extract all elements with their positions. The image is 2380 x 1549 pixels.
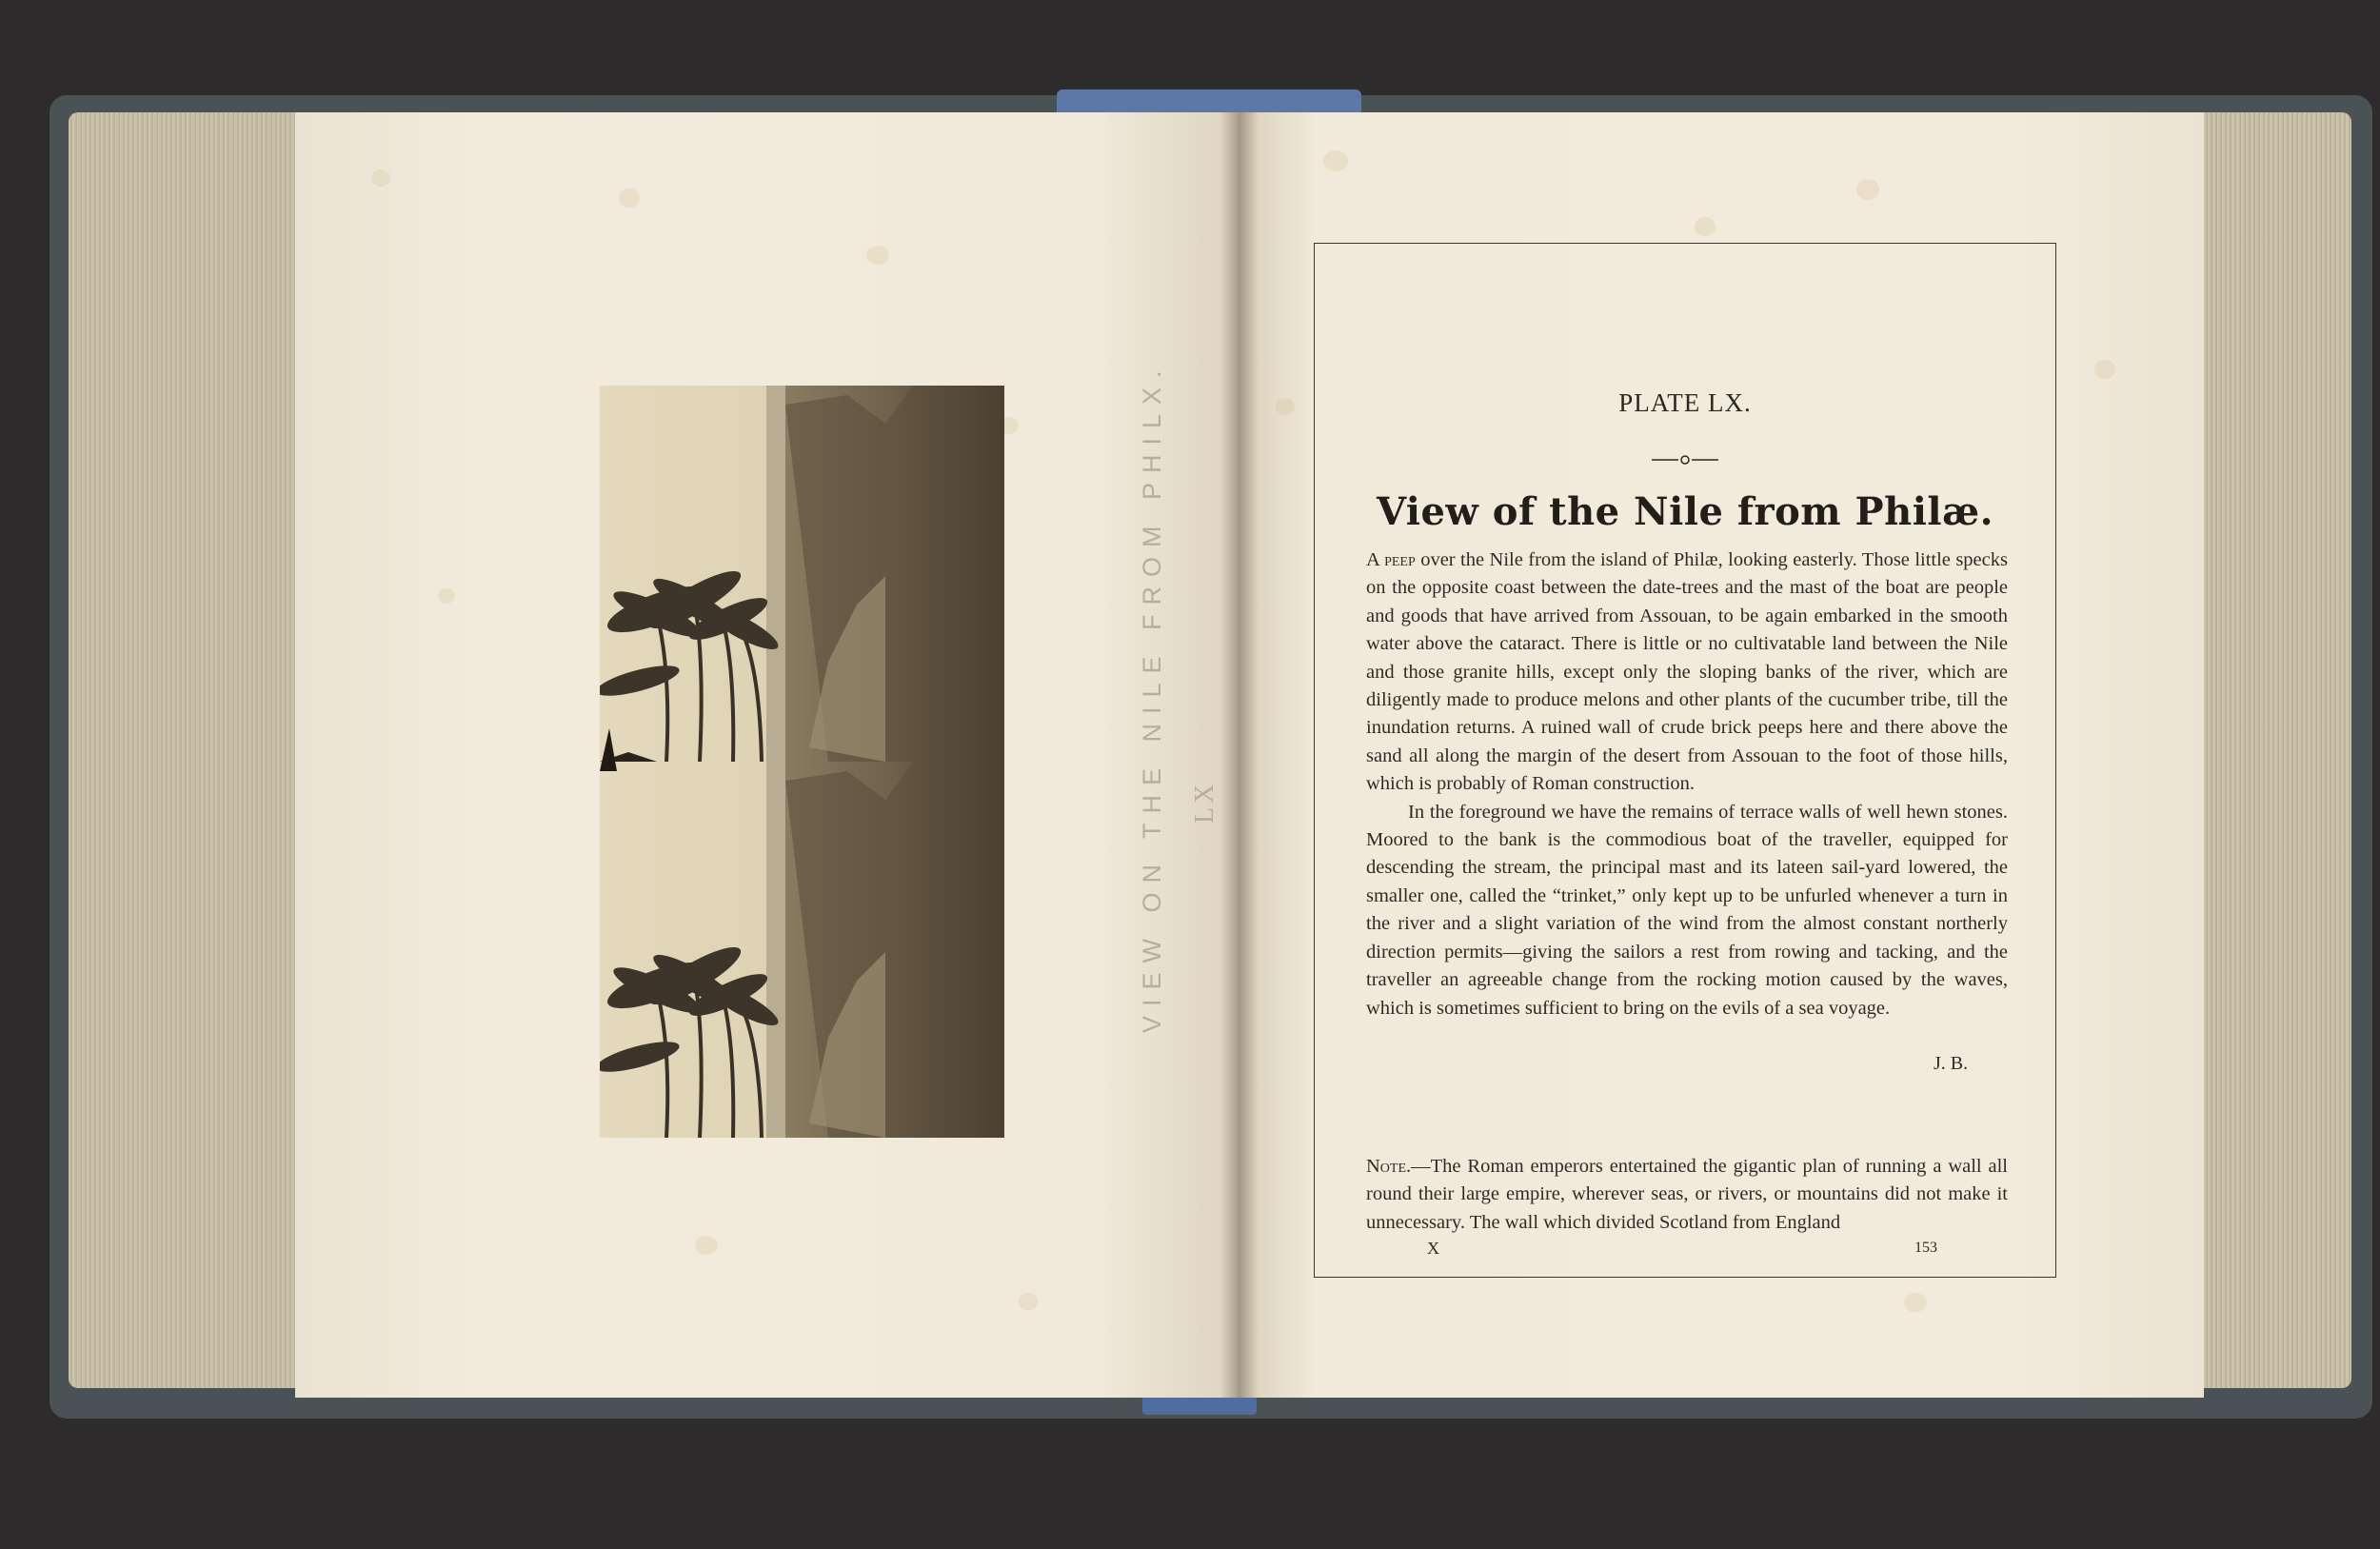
page-title: View of the Nile from Philæ. — [1376, 489, 1994, 534]
note-text — [1366, 1153, 2008, 1237]
vertical-caption: VIEW ON THE NILE FROM PHILX. — [1138, 361, 1166, 1033]
page-edges-left — [69, 112, 307, 1388]
stereograph-photo — [600, 386, 1004, 1138]
paragraph-lead: A peep — [1366, 549, 1416, 570]
signature: J. B. — [1934, 1053, 1969, 1074]
text-frame — [1314, 243, 2056, 1278]
vertical-plate-number: LX — [1190, 780, 1220, 824]
page-number: 153 — [1914, 1240, 1937, 1256]
ornament-divider-icon — [1652, 453, 1718, 467]
signature-mark: X — [1427, 1239, 1439, 1258]
paragraph-1: over the Nile from the island of Philæ, looking easterly. Those little specks on the opposite coast between the date-trees and the mast of the boat are people and goods that have arrived from Assouan, to be again embarked in the smooth water above the cataract. There is little or no cultivatable land between the Nile and those granite hills, except only the sloping banks of the river, which are diligently made to produce melons and other plants of the cucumber tribe, till the inundation returns. A ruined wall of crude brick peeps here and there above the sand all along the margin of the desert from Assouan to the foot of those hills, which is probably of Roman construction. — [1366, 549, 2008, 795]
note-lead: Note. — [1366, 1156, 1412, 1177]
plate-number: PLATE LX. — [1618, 388, 1752, 417]
body-text — [1366, 546, 2008, 1023]
page-edges-right — [2199, 112, 2351, 1388]
note-body: —The Roman emperors entertained the gigantic plan of running a wall all round their large empire, wherever seas, or rivers, or mountains did not make it unnecessary. The wall which divided Scotland from England — [1366, 1156, 2008, 1233]
paragraph-2: In the foreground we have the remains of terrace walls of well hewn stones. Moored to the bank is the commodious boat of the traveller, equipped for descending the stream, the principal mast and its lateen sail-yard lowered, the smaller one, called the “trinket,” only kept up to be unfurled whenever a turn in the river and a slight variation of the wind from the almost constant northerly direction permits—giving the sailors a rest from rowing and tacking, and the traveller an agreeable change from the rocking motion caused by the waves, which is sometimes sufficient to bring on the evils of a sea voyage. — [1366, 801, 2008, 1019]
book-gutter — [1220, 112, 1259, 1398]
